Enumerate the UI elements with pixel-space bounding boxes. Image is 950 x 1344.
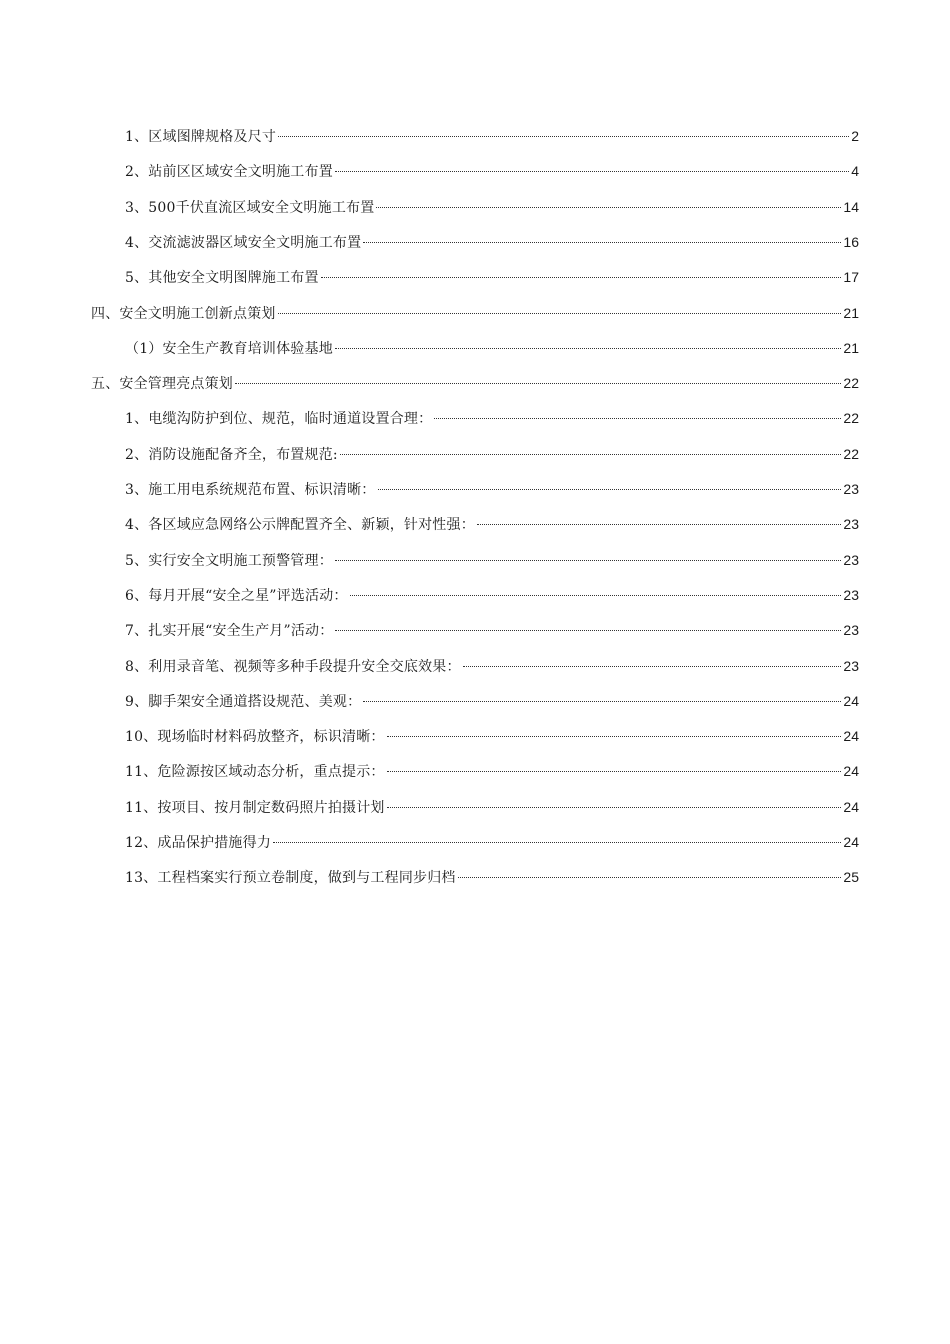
toc-dot-leader — [463, 666, 842, 667]
toc-page-number: 22 — [843, 375, 859, 391]
toc-page-number: 14 — [843, 199, 859, 215]
toc-page-number: 21 — [843, 340, 859, 356]
toc-entry[interactable] — [125, 477, 859, 501]
toc-entry-title: 四、安全文明施工创新点策划 — [91, 306, 276, 322]
toc-page-number: 17 — [843, 269, 859, 285]
toc-dot-leader — [335, 348, 842, 349]
toc-page-number: 25 — [843, 869, 859, 885]
toc-page-number: 24 — [843, 693, 859, 709]
toc-entry[interactable] — [125, 795, 859, 819]
toc-page-number: 23 — [843, 587, 859, 603]
toc-dot-leader — [363, 701, 841, 702]
toc-dot-leader — [335, 630, 841, 631]
toc-entry-title: 9、脚手架安全通道搭设规范、美观： — [125, 694, 362, 710]
toc-page-number: 2 — [851, 128, 859, 144]
toc-dot-leader — [273, 842, 841, 843]
toc-entry-title: 11、按项目、按月制定数码照片拍摄计划 — [125, 800, 385, 816]
toc-dot-leader — [321, 277, 842, 278]
toc-page-number: 22 — [843, 446, 859, 462]
toc-entry-title: 6、每月开展“安全之星”评选活动： — [125, 588, 348, 604]
toc-entry-title: 3、500千伏直流区域安全文明施工布置 — [125, 200, 375, 216]
toc-page-number: 23 — [843, 552, 859, 568]
toc-entry[interactable] — [125, 618, 859, 642]
toc-page-number: 23 — [843, 658, 859, 674]
toc-dot-leader — [350, 595, 842, 596]
toc-entry-title: 4、各区域应急网络公示牌配置齐全、新颖，针对性强： — [125, 517, 475, 533]
toc-dot-leader — [387, 807, 842, 808]
toc-entry[interactable] — [91, 301, 859, 325]
toc-page-number: 21 — [843, 305, 859, 321]
toc-page-number: 23 — [843, 481, 859, 497]
toc-entry[interactable] — [125, 406, 859, 430]
toc-entry[interactable] — [125, 336, 859, 360]
toc-dot-leader — [434, 418, 841, 419]
toc-page-number: 24 — [843, 763, 859, 779]
toc-entry-title: 10、现场临时材料码放整齐，标识清晰： — [125, 729, 385, 745]
toc-entry-title: （1）安全生产教育培训体验基地 — [125, 341, 333, 357]
toc-entry[interactable] — [125, 159, 859, 183]
toc-dot-leader — [363, 242, 841, 243]
toc-entry-title: 1、区域图牌规格及尺寸 — [125, 129, 277, 145]
toc-dot-leader — [376, 207, 841, 208]
toc-entry[interactable] — [91, 371, 859, 395]
toc-page-number: 24 — [843, 728, 859, 744]
toc-entry[interactable] — [125, 124, 859, 148]
toc-entry[interactable] — [125, 583, 859, 607]
toc-dot-leader — [335, 560, 842, 561]
toc-entry[interactable] — [125, 689, 859, 713]
toc-dot-leader — [458, 877, 842, 878]
toc-entry-title: 13、工程档案实行预立卷制度，做到与工程同步归档 — [125, 870, 456, 886]
toc-entry[interactable] — [125, 548, 859, 572]
toc-entry-title: 2、消防设施配备齐全，布置规范: — [125, 447, 338, 463]
toc-entry[interactable] — [125, 830, 859, 854]
toc-entry[interactable] — [125, 265, 859, 289]
toc-page-number: 4 — [851, 163, 859, 179]
toc-entry-title: 7、扎实开展“安全生产月”活动： — [125, 623, 334, 639]
toc-page-number: 16 — [843, 234, 859, 250]
toc-entry[interactable] — [125, 195, 859, 219]
toc-entry-title: 2、站前区区域安全文明施工布置 — [125, 164, 333, 180]
toc-page-number: 24 — [843, 834, 859, 850]
toc-entry[interactable] — [125, 724, 859, 748]
toc-dot-leader — [335, 171, 849, 172]
toc-entry-title: 11、危险源按区域动态分析，重点提示： — [125, 764, 385, 780]
toc-entry-title: 12、成品保护措施得力 — [125, 835, 272, 851]
toc-entry[interactable] — [125, 512, 859, 536]
toc-dot-leader — [278, 136, 849, 137]
toc-dot-leader — [278, 313, 842, 314]
toc-entry[interactable] — [125, 865, 859, 889]
toc-entry[interactable] — [125, 654, 859, 678]
toc-entry-title: 4、交流滤波器区域安全文明施工布置 — [125, 235, 362, 251]
toc-entry-title: 1、电缆沟防护到位、规范，临时通道设置合理： — [125, 411, 433, 427]
toc-dot-leader — [387, 736, 842, 737]
toc-page-number: 23 — [843, 516, 859, 532]
toc-dot-leader — [235, 383, 841, 384]
toc-dot-leader — [340, 454, 842, 455]
toc-dot-leader — [378, 489, 842, 490]
toc-entry-title: 5、实行安全文明施工预警管理： — [125, 553, 333, 569]
toc-dot-leader — [387, 771, 842, 772]
toc-page-number: 23 — [843, 622, 859, 638]
toc-entry-title: 五、安全管理亮点策划 — [91, 376, 233, 392]
toc-dot-leader — [477, 524, 842, 525]
toc-page-number: 24 — [843, 799, 859, 815]
toc-entry-title: 3、施工用电系统规范布置、标识清晰： — [125, 482, 376, 498]
toc-entry[interactable] — [125, 759, 859, 783]
toc-entry[interactable] — [125, 230, 859, 254]
toc-entry[interactable] — [125, 442, 859, 466]
toc-entry-title: 5、其他安全文明图牌施工布置 — [125, 270, 319, 286]
toc-entry-title: 8、利用录音笔、视频等多种手段提升安全交底效果： — [125, 659, 461, 675]
toc-page-number: 22 — [843, 410, 859, 426]
